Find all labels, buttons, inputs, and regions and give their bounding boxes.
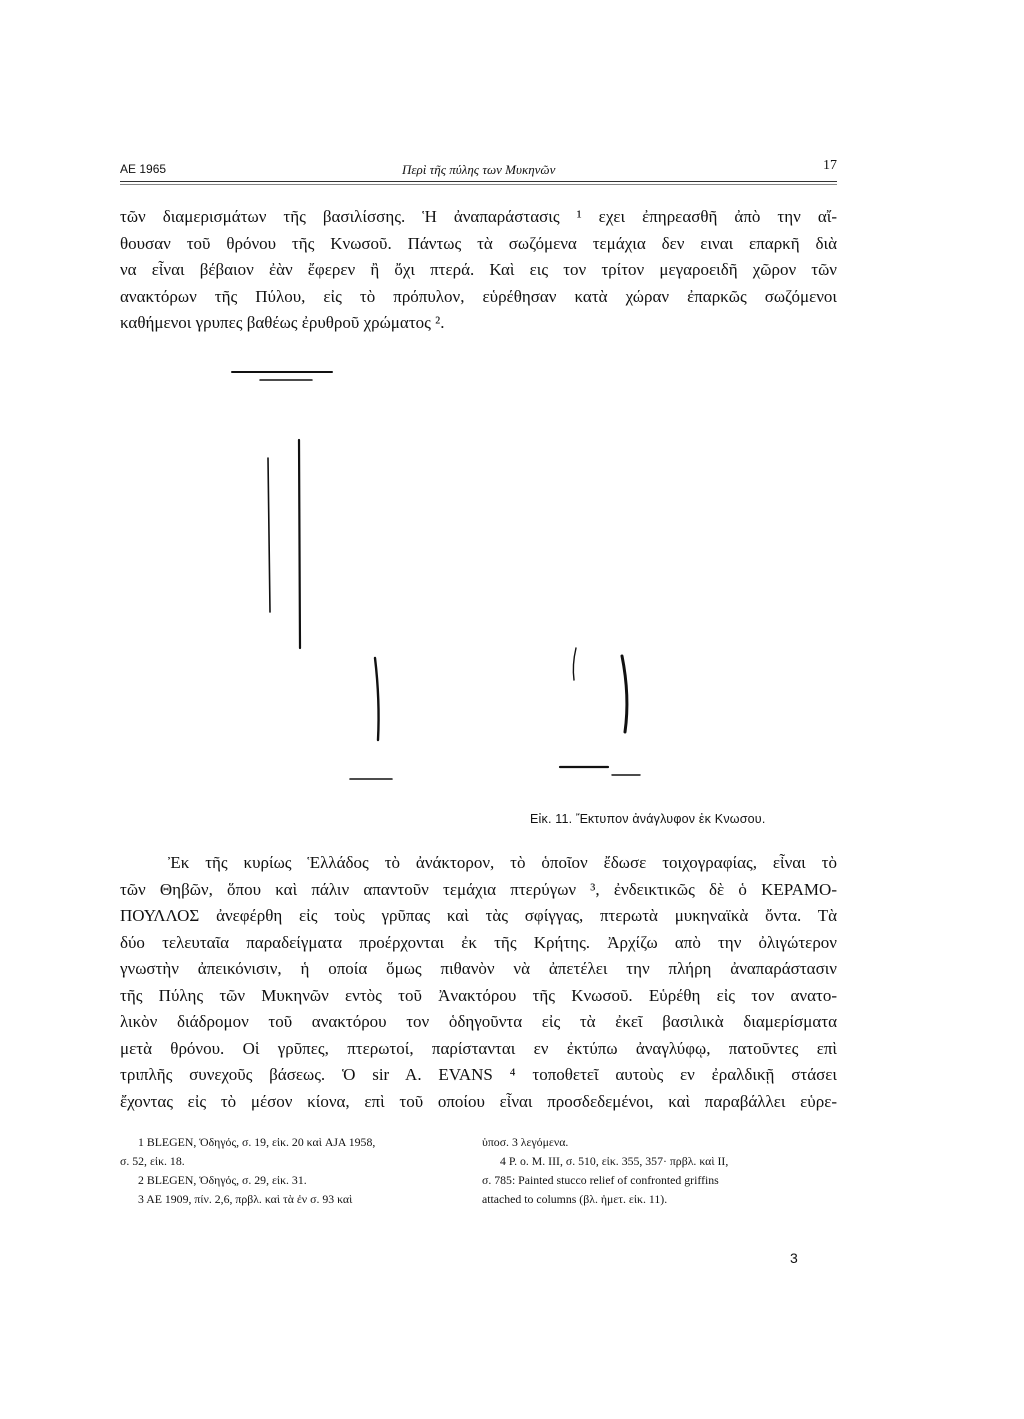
text-line: τῶν Θηβῶν, ὅπου καὶ πάλιν απαντοῦν τεμάχια πτερύγων ³, ἐνδεικτικῶς δὲ ὁ ΚΕΡΑΜΟ- (120, 879, 837, 899)
footnote-line: σ. 52, εἰκ. 18. (120, 1154, 185, 1168)
text-line: δύο τελευταῖα παραδείγματα προέρχονται ἐκ τῆς Κρήτης. Ἀρχίζω απὸ την ὀλιγώτερον (120, 932, 837, 952)
footnote-line: 3 ΑΕ 1909, πίν. 2,6, πρβλ. καὶ τὰ ἐν σ. 93 καὶ (138, 1192, 353, 1206)
footnote-line: 1 BLEGEN, Ὁδηγός, σ. 19, εἰκ. 20 καὶ AJA 1958, (138, 1135, 376, 1149)
header-rule (120, 181, 837, 182)
figure-caption: Εἰκ. 11. Ἔκτυπον ἀνάγλυφον ἐκ Κνωσου. (530, 812, 766, 826)
footnote-line: attached to columns (βλ. ἡμετ. εἰκ. 11). (482, 1192, 668, 1206)
journal-reference: ΑΕ 1965 (120, 162, 167, 176)
text-line: γνωστὴν ἀπεικόνισιν, ἡ οποία ὅμως πιθανὸν νὰ ἀπετέλει την πλήρη ἀναπαράστασιν (120, 959, 837, 978)
footnote-line: 2 BLEGEN, Ὁδηγός, σ. 29, εἰκ. 31. (138, 1173, 307, 1187)
footnote-line: σ. 785: Painted stucco relief of confronted griffins (482, 1173, 719, 1187)
text-line: τριπλῆς συνεχοῦς βάσεως. Ὁ sir A. EVANS ⁴ τοποθετεῖ αυτοὺς εν ἐραλδικῇ στάσει (120, 1065, 837, 1084)
paragraph-main (120, 850, 837, 1115)
signature-mark: 3 (790, 1250, 798, 1266)
footnotes-right-column (482, 1133, 827, 1209)
text-line: Ἐκ τῆς κυρίως Ἑλλάδος τὸ ἀνάκτορον, τὸ ὁποῖον ἔδωσε τοιχογραφίας, εἶναι τὸ (168, 853, 837, 872)
text-line: μετὰ θρόνου. Οἱ γρῦπες, πτερωτοί, παρίστανται εν ἐκτύπω ἀναγλύφῳ, πατοῦντες επὶ (120, 1038, 837, 1058)
text-line: καθήμενοι γρυπες βαθέως ἐρυθροῦ χρώματος ². (120, 313, 445, 332)
text-line: λικὸν διάδρομον τοῦ ανακτόρου τον ὁδηγοῦντα εἰς τὰ ἐκεῖ βασιλικὰ διαμερίσματα (120, 1012, 837, 1031)
header-rule-thin (120, 184, 837, 185)
text-line: θουσαν τοῦ θρόνου τῆς Κνωσοῦ. Πάντως τὰ σωζόμενα τεμάχια δεν ειναι επαρκῆ διὰ (120, 233, 837, 253)
text-line: ΠΟΥΛΛΟΣ ἀνεφέρθη εἰς τοὺς γρῦπας καὶ τὰς σφίγγας, πτερωτὰ μυκηναϊκὰ ὄντα. Τὰ (120, 906, 837, 925)
relief-figure (220, 360, 680, 790)
paragraph-top (120, 204, 837, 337)
text-line: ανακτόρων τῆς Πύλου, εἰς τὸ πρόπυλον, εὑρέθησαν κατὰ χώραν ἐπαρκῶς σωζόμενοι (120, 286, 837, 306)
footnote-line: 4 P. o. M. III, σ. 510, εἰκ. 355, 357· πρβλ. καὶ II, (500, 1154, 729, 1168)
footnotes-left-column (120, 1133, 465, 1209)
article-title: Περὶ τῆς πύλης των Μυκηνῶν (402, 162, 556, 177)
text-line: να εἶναι βέβαιον ἐὰν ἔφερεν ἢ ὄχι πτερά. Καὶ εις τον τρίτον μεγαροειδῆ χῶρον τῶν (120, 260, 837, 279)
running-header (120, 158, 837, 180)
text-line: τῆς Πύλης τῶν Μυκηνῶν εντὸς τοῦ Ἀνακτόρου τῆς Κνωσοῦ. Εὑρέθη εἰς τον ανατο- (120, 985, 837, 1005)
footnote-line: ὑποσ. 3 λεγόμενα. (482, 1135, 569, 1149)
text-line: ἔχοντας εἰς τὸ μέσον κίονα, επὶ τοῦ οποίου εἶναι προσδεδεμένοι, καὶ παραβάλλει εὑρε- (120, 1091, 837, 1111)
text-line: τῶν διαμερισμάτων τῆς βασιλίσσης. Ἡ ἀναπαράστασις ¹ εχει ἐπηρεασθῆ ἀπὸ την αἴ- (120, 207, 837, 226)
page-number: 17 (823, 158, 837, 173)
